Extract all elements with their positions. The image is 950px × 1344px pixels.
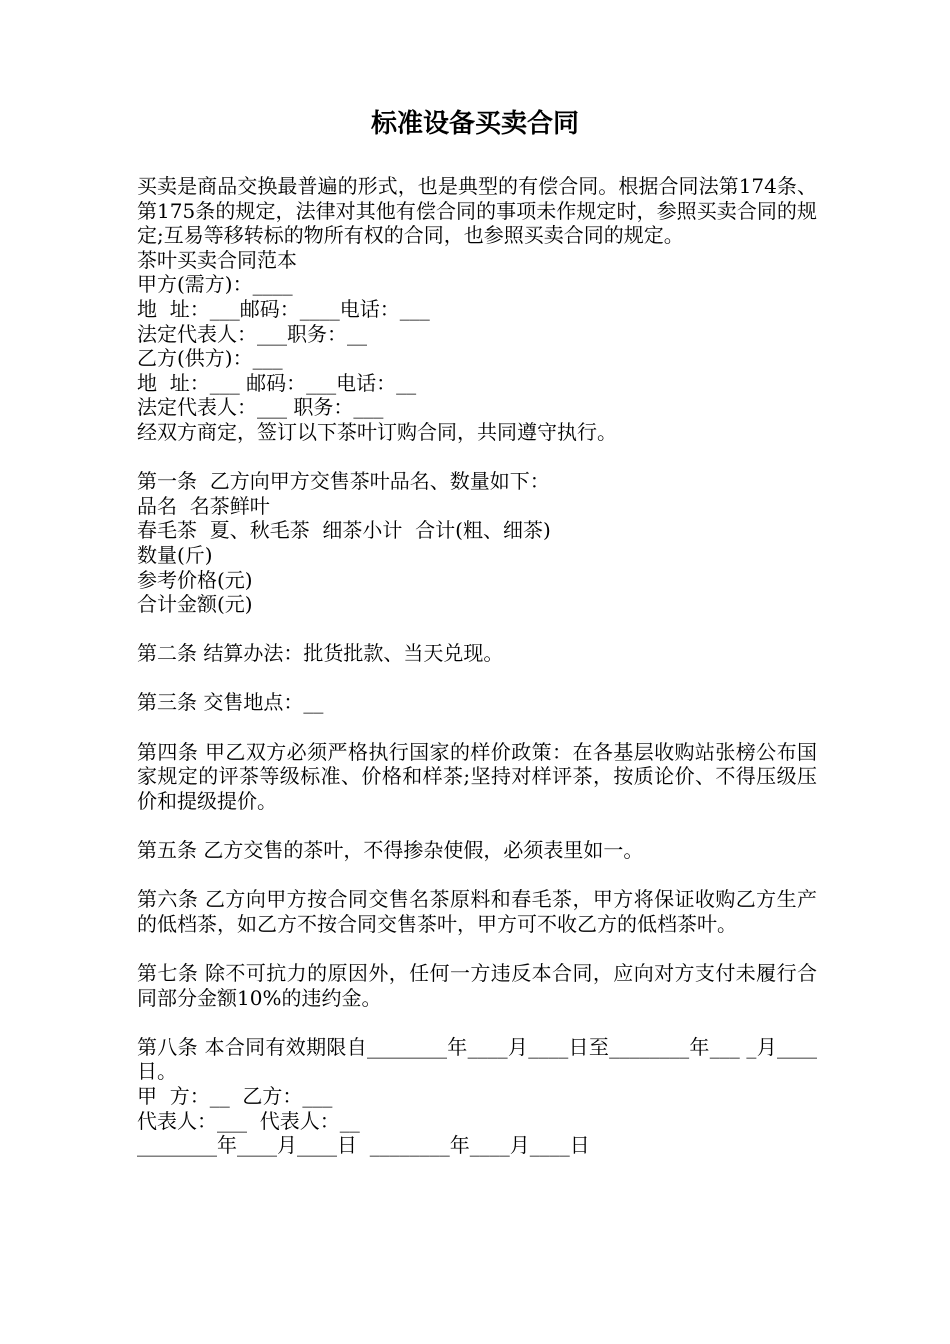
article-5: 第五条 乙方交售的茶叶，不得掺杂使假，必须表里如一。 bbox=[137, 838, 644, 863]
article-3: 第三条 交售地点：__ bbox=[137, 690, 324, 715]
contract-name: 茶叶买卖合同范本 bbox=[137, 247, 297, 272]
signature-representatives: 代表人：___ 代表人：__ bbox=[137, 1108, 360, 1133]
article-1-row: 品名 名茶鲜叶 bbox=[137, 493, 270, 518]
article-1-row: 参考价格(元) bbox=[137, 567, 253, 592]
spacer bbox=[137, 863, 817, 888]
article-1-heading: 第一条 乙方向甲方交售茶叶品名、数量如下： bbox=[137, 469, 550, 494]
spacer bbox=[137, 445, 817, 470]
article-1-row: 春毛茶 夏、秋毛茶 细茶小计 合计(粗、细茶) bbox=[137, 518, 551, 543]
document-body bbox=[137, 174, 817, 1158]
spacer bbox=[137, 936, 817, 961]
spacer bbox=[137, 813, 817, 838]
article-6: 第六条 乙方向甲方按合同交售名茶原料和春毛茶，甲方将保证收购乙方生产的低档茶，如乙方不按合同交售茶叶，甲方可不收乙方的低档茶叶。 bbox=[137, 887, 817, 936]
signature-parties: 甲 方：__ 乙方：___ bbox=[137, 1083, 333, 1108]
agreement-statement: 经双方商定，签订以下茶叶订购合同，共同遵守执行。 bbox=[137, 419, 617, 444]
party-b-representative-line: 法定代表人：___ 职务：___ bbox=[137, 395, 384, 420]
spacer bbox=[137, 715, 817, 740]
spacer bbox=[137, 1010, 817, 1035]
article-8: 第八条 本合同有效期限自________年____月____日至________年___ _月____日。 bbox=[137, 1034, 817, 1084]
document-title: 标准设备买卖合同 bbox=[370, 109, 579, 139]
article-1-row: 合计金额(元) bbox=[137, 592, 253, 617]
party-a-line: 甲方(需方)：____ bbox=[137, 272, 293, 297]
party-a-address-line: 地 址：___邮码：____电话：___ bbox=[137, 296, 430, 321]
article-1-row: 数量(斤) bbox=[137, 542, 213, 567]
signature-dates: ________年____月____日 ________年____月____日 bbox=[137, 1133, 590, 1158]
party-b-address-line: 地 址：___ 邮码：___电话：__ bbox=[137, 370, 417, 395]
party-a-representative-line: 法定代表人：___职务：__ bbox=[137, 321, 367, 346]
spacer bbox=[137, 617, 817, 642]
article-7: 第七条 除不可抗力的原因外，任何一方违反本合同，应向对方支付未履行合同部分金额10%的违约金。 bbox=[137, 961, 817, 1010]
intro-paragraph: 买卖是商品交换最普遍的形式，也是典型的有偿合同。根据合同法第174条、第175条的规定，法律对其他有偿合同的事项未作规定时，参照买卖合同的规定;互易等移转标的物所有权的合同，也参照买卖合同的规定。 bbox=[137, 174, 817, 248]
party-b-line: 乙方(供方)：___ bbox=[137, 346, 283, 371]
spacer bbox=[137, 666, 817, 691]
article-2: 第二条 结算办法：批货批款、当天兑现。 bbox=[137, 641, 504, 666]
article-4: 第四条 甲乙双方必须严格执行国家的样价政策：在各基层收购站张榜公布国家规定的评茶等级标准、价格和样茶;坚持对样评茶，按质论价、不得压级压价和提级提价。 bbox=[137, 739, 817, 813]
